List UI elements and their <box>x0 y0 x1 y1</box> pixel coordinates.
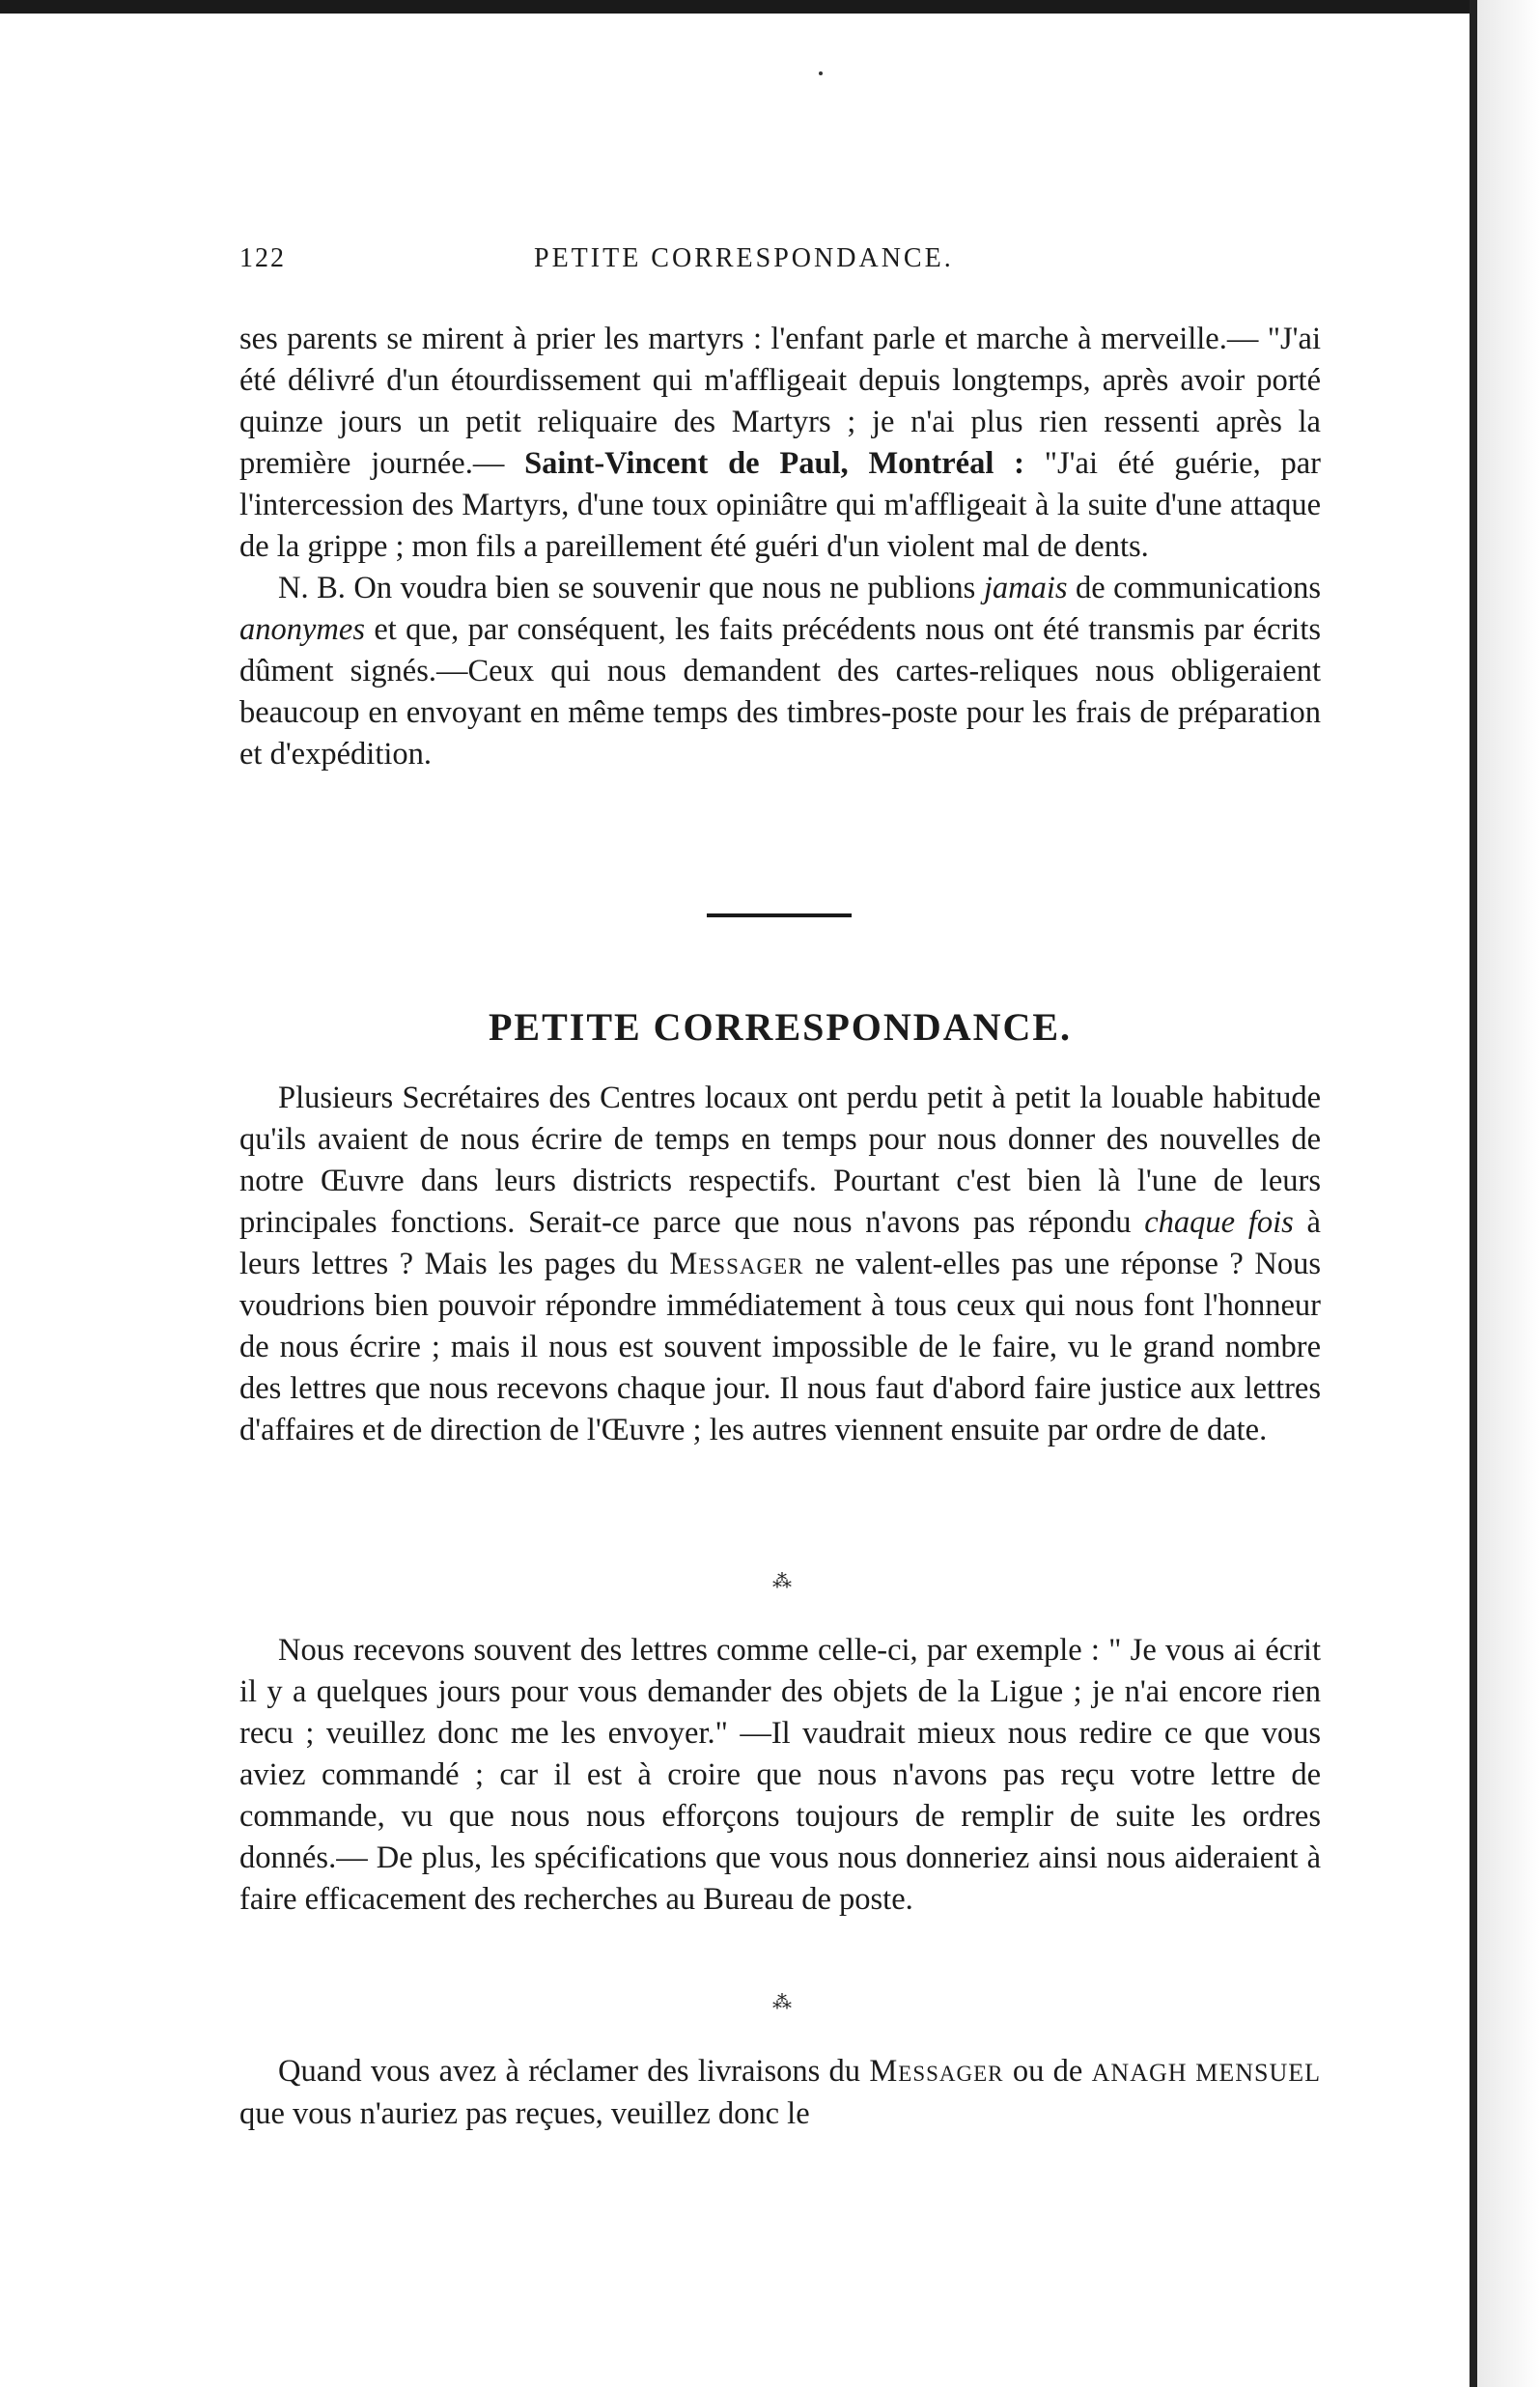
para1-text-2: à leurs lettres ? Mais les pages du <box>239 1205 1321 1281</box>
para3-messager: Messager <box>869 2054 1004 2089</box>
paragraph-lettres <box>239 1630 1321 1921</box>
page-gutter-shadow <box>1477 0 1540 2387</box>
para3-anagh-mensuel: ANAGH MENSUEL <box>1091 2059 1321 2087</box>
asterism-separator-2: ⁂ <box>772 1992 792 2013</box>
print-speck <box>819 71 823 75</box>
location-heading: Saint-Vincent de Paul, Montréal : <box>524 446 1024 481</box>
para1-text-3: ne valent-elles pas une réponse ? Nous voudrions bien pouvoir répondre immédiatement à tous ceux qui nous font l'honneur de nous écrire ; mais il nous est souvent impossible de le faire, vu le grand nombre des lettres que nous recevons chaque jour. Il nous faut d'abord faire justice aux lettres d'affaires et de direction de l'Œuvre ; les autres viennent ensuite par ordre de date. <box>239 1247 1322 1447</box>
nb-italic-anonymes: anonymes <box>239 612 365 647</box>
paragraph-secretaires <box>239 1078 1321 1451</box>
nota-bene-paragraph <box>239 568 1321 775</box>
nb-text-2: de communications <box>1067 571 1322 605</box>
nb-text-3: et que, par conséquent, les faits précédents nous ont été transmis par écrits dûment signés.—Ceux qui nous demandent des cartes-reliques nous obligeraient beaucoup en envoyant en même temps des timbres-poste pour les frais de préparation et d'expédition. <box>239 612 1321 772</box>
page-edge <box>1470 0 1477 2387</box>
continuation-text-1: ses parents se mirent à prier les martyrs : l'enfant parle et marche à merveille.— "J'ai été délivré d'un étourdissement qui m'affligeait depuis longtemps, après avoir porté quinze jours un petit reliquaire des Martyrs ; je n'ai plus rien ressenti après la première journée.— <box>239 322 1321 481</box>
para2-text: Nous recevons souvent des lettres comme celle-ci, par exemple : " Je vous ai écrit il y a quelques jours pour vous demander des objets de la Ligue ; je n'ai encore rien recu ; veuillez donc me les envoyer." —Il vaudrait mieux nous redire ce que vous aviez commandé ; car il est à croire que nous n'avons pas reçu votre lettre de commande, vu que nous nous efforçons toujours de remplir de suite les ordres donnés.— De plus, les spécifications que vous nous donneriez ainsi nous aideraient à faire efficacement des recherches au Bureau de poste. <box>239 1633 1321 1917</box>
section-divider <box>707 913 852 917</box>
para3-text-3: que vous n'auriez pas reçues, veuillez donc le <box>239 2096 810 2131</box>
para3-text-2: ou de <box>1003 2054 1092 2089</box>
running-head <box>239 243 1330 282</box>
para3-text-1: Quand vous avez à réclamer des livraisons du <box>278 2054 870 2089</box>
nb-text-1: N. B. On voudra bien se souvenir que nous ne publions <box>278 571 984 605</box>
para1-italic-chaque-fois: chaque fois <box>1144 1205 1294 1240</box>
top-border <box>0 0 1540 14</box>
page-number: 122 <box>239 243 286 273</box>
nb-italic-jamais: jamais <box>983 571 1068 605</box>
continuation-text-2: "J'ai été guérie, par l'intercession des Martyrs, d'une toux opiniâtre qui m'affligeait à la suite d'une attaque de la grippe ; mon fils a pareillement été guéri d'un violent mal de dents. <box>239 446 1321 564</box>
section-title: PETITE CORRESPONDANCE. <box>488 1005 1073 1049</box>
running-title: PETITE CORRESPONDANCE. <box>534 243 954 273</box>
asterism-separator: ⁂ <box>772 1571 792 1592</box>
continuation-paragraph <box>239 319 1321 775</box>
para1-messager: Messager <box>669 1247 804 1281</box>
para1-text-1: Plusieurs Secrétaires des Centres locaux ont perdu petit à petit la louable habitude qu'ils avaient de nous écrire de temps en temps pour nous donner des nouvelles de notre Œuvre dans leurs districts respectifs. Pourtant c'est bien là l'une de leurs principales fonctions. Serait-ce parce que nous n'avons pas répondu <box>239 1081 1321 1240</box>
paragraph-reclamer <box>239 2051 1321 2135</box>
